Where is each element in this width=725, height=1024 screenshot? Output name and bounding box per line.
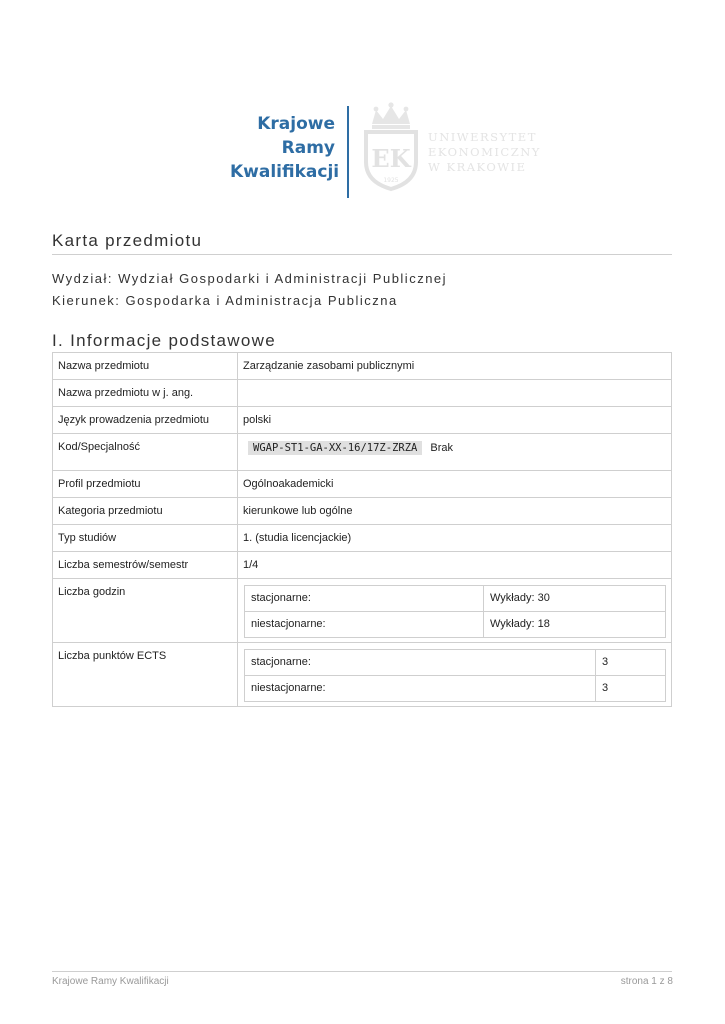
section-title: I. Informacje podstawowe: [52, 331, 276, 350]
page-number: strona 1 z 8: [620, 976, 673, 987]
table-row: [53, 579, 672, 643]
study-mode: niestacjonarne:: [245, 612, 484, 638]
hours-value: Wykłady: 30: [484, 586, 666, 612]
row-value: [238, 579, 672, 643]
hours-row: [245, 612, 666, 638]
study-mode: stacjonarne:: [245, 650, 596, 676]
kwk-logo: [230, 112, 340, 184]
department-line: Wydział: Wydział Gospodarki i Administracji Publicznej: [52, 271, 448, 286]
uek-year: 1925: [383, 177, 399, 184]
ects-value: 3: [596, 650, 666, 676]
specialization-value: Brak: [430, 442, 453, 454]
row-label: Kategoria przedmiotu: [53, 498, 238, 525]
row-label: Nazwa przedmiotu: [53, 353, 238, 380]
logo-divider: [347, 106, 349, 198]
row-label: Typ studiów: [53, 525, 238, 552]
row-label: Liczba semestrów/semestr: [53, 552, 238, 579]
study-mode: niestacjonarne:: [245, 676, 596, 702]
row-value: polski: [238, 407, 672, 434]
uek-monogram: EK: [371, 144, 411, 173]
table-row: [53, 471, 672, 498]
ects-row: [245, 676, 666, 702]
table-row: [53, 434, 672, 471]
row-value: 1/4: [238, 552, 672, 579]
kwk-logo-line: Krajowe: [257, 114, 335, 134]
uek-logo-text: [428, 130, 541, 175]
kwk-logo-line: Kwalifikacji: [230, 162, 340, 182]
row-value: Zarządzanie zasobami publicznymi: [238, 353, 672, 380]
hours-table: [244, 585, 666, 638]
study-mode: stacjonarne:: [245, 586, 484, 612]
table-row: [53, 498, 672, 525]
uek-logo-line: EKONOMICZNY: [428, 145, 541, 159]
row-value: 1. (studia licencjackie): [238, 525, 672, 552]
basic-info-table: [52, 352, 672, 707]
footer-title: Krajowe Ramy Kwalifikacji: [52, 976, 169, 987]
row-label: Nazwa przedmiotu w j. ang.: [53, 380, 238, 407]
kwk-logo-line: Ramy: [281, 138, 335, 158]
uek-logo-line: W KRAKOWIE: [428, 160, 527, 174]
hours-row: [245, 586, 666, 612]
course-code: WGAP-ST1-GA-XX-16/17Z-ZRZA: [248, 441, 422, 455]
table-row: [53, 525, 672, 552]
title-divider: [52, 254, 672, 255]
uek-crest-icon: [360, 100, 422, 192]
row-value: [238, 434, 672, 471]
ects-table: [244, 649, 666, 702]
row-label: Liczba punktów ECTS: [53, 643, 238, 707]
row-value: [238, 380, 672, 407]
row-value: Ogólnoakademicki: [238, 471, 672, 498]
ects-value: 3: [596, 676, 666, 702]
row-label: Profil przedmiotu: [53, 471, 238, 498]
row-value: [238, 643, 672, 707]
field-line: Kierunek: Gospodarka i Administracja Publiczna: [52, 293, 398, 308]
footer-divider: [52, 971, 672, 972]
hours-value: Wykłady: 18: [484, 612, 666, 638]
row-label: Język prowadzenia przedmiotu: [53, 407, 238, 434]
table-row: [53, 552, 672, 579]
row-label: Kod/Specjalność: [53, 434, 238, 471]
row-label: Liczba godzin: [53, 579, 238, 643]
ects-row: [245, 650, 666, 676]
row-value: kierunkowe lub ogólne: [238, 498, 672, 525]
table-row: [53, 380, 672, 407]
page-title: Karta przedmiotu: [52, 231, 203, 250]
uek-logo-line: UNIWERSYTET: [428, 130, 537, 144]
table-row: [53, 407, 672, 434]
table-row: [53, 643, 672, 707]
table-row: [53, 353, 672, 380]
